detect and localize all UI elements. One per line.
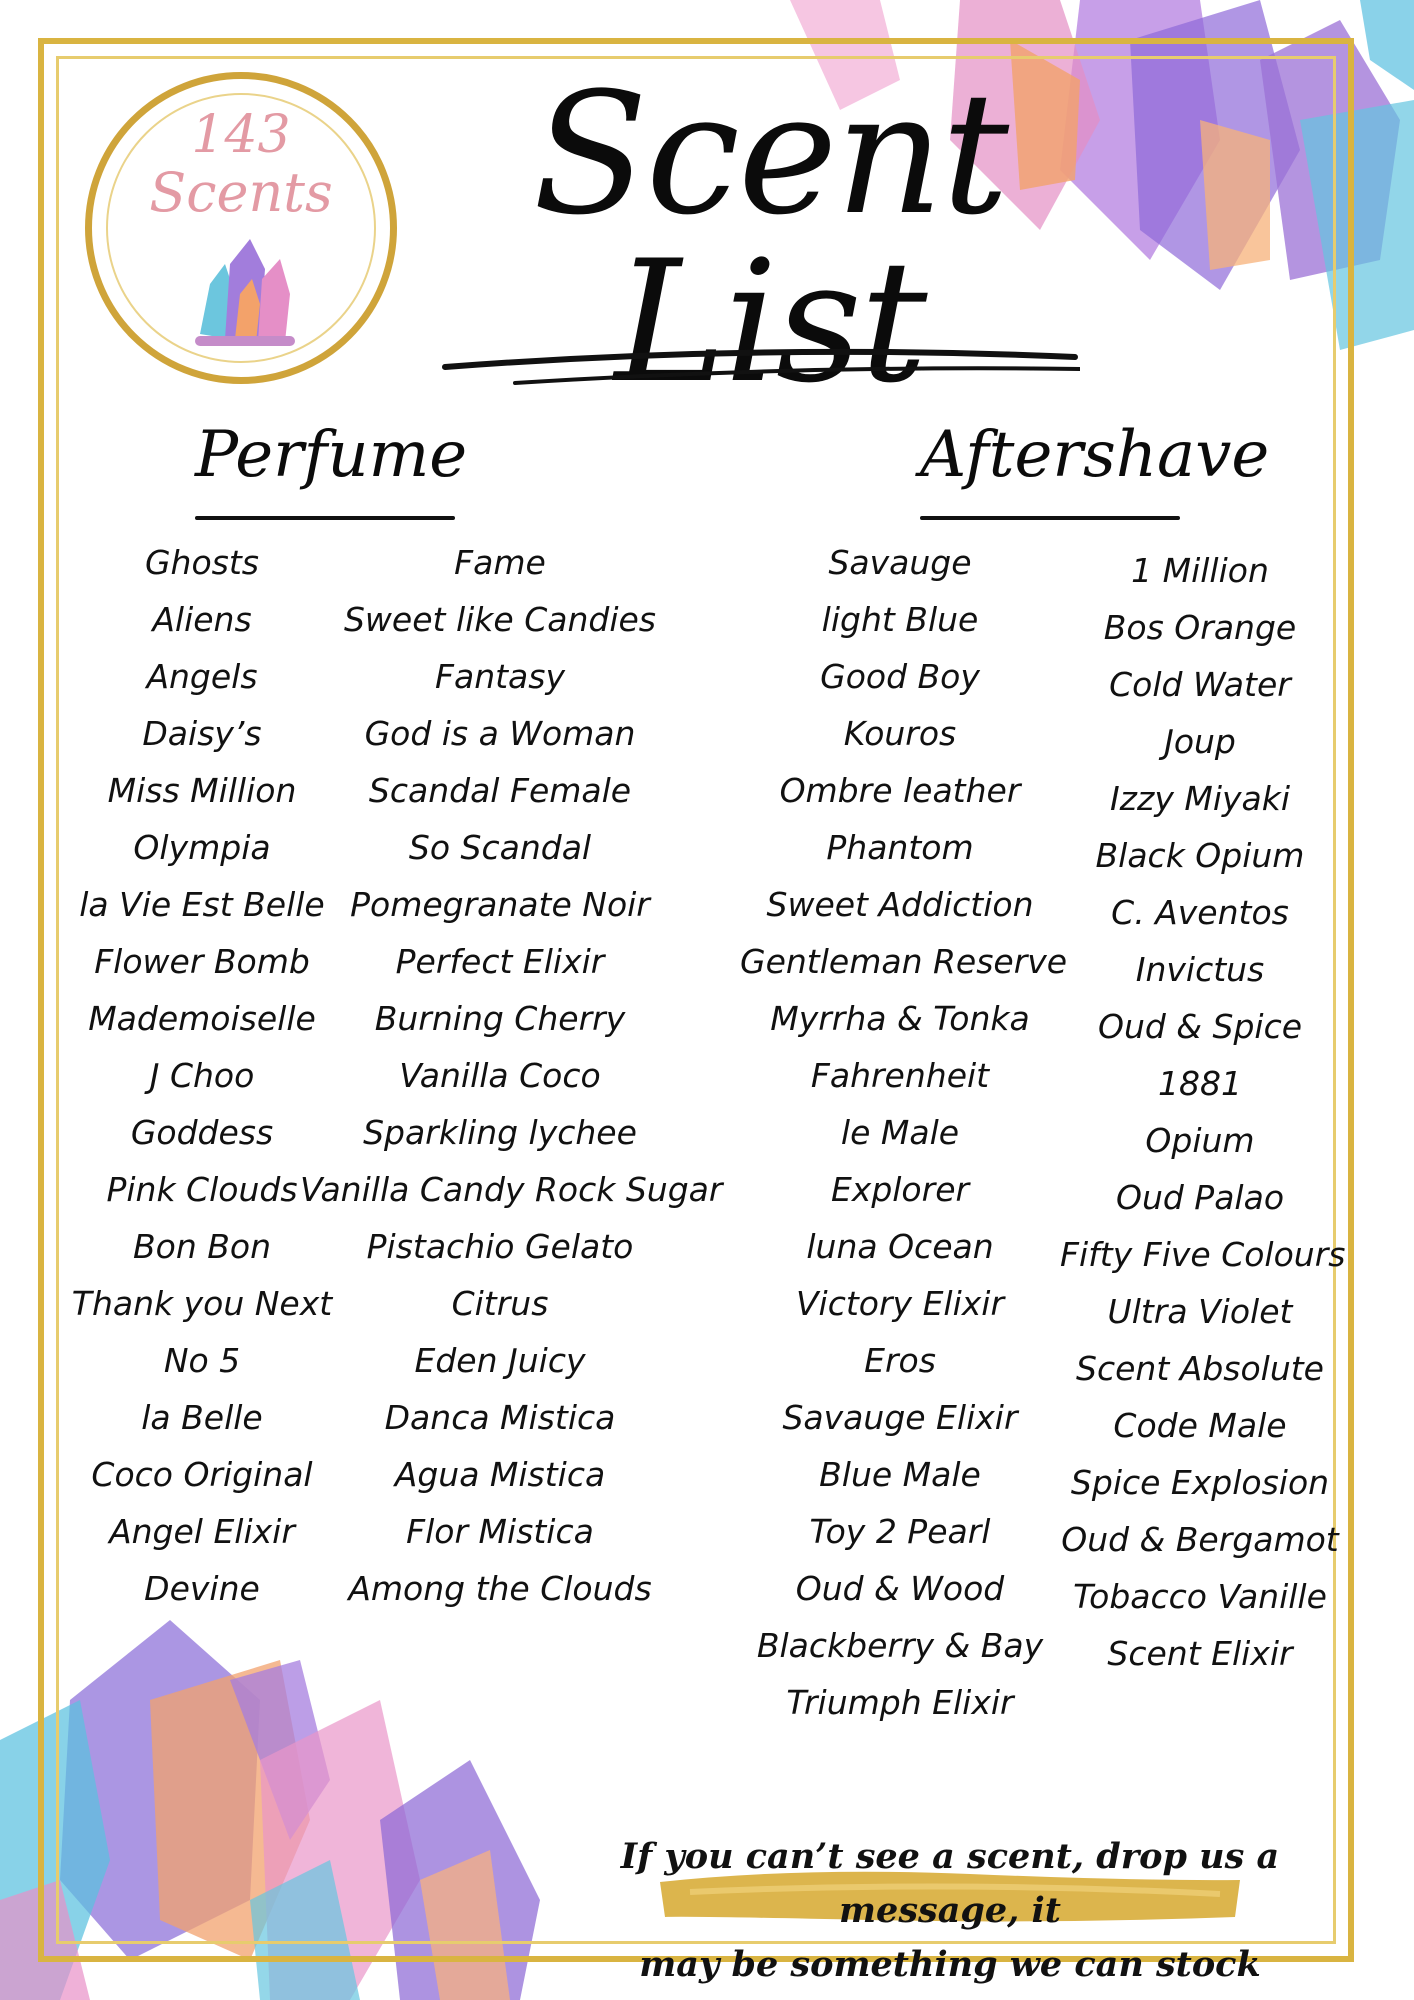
list-item: Thank you Next <box>71 1284 333 1323</box>
list-item: Aliens <box>152 600 252 639</box>
list-item: Savauge <box>828 543 972 582</box>
list-item: Invictus <box>1135 950 1265 989</box>
list-item: Goddess <box>130 1113 274 1152</box>
list-item: Olympia <box>133 828 271 867</box>
logo-crystal-icon <box>180 224 310 354</box>
perfume-list-column-1 <box>70 534 334 1617</box>
list-item: C. Aventos <box>1111 893 1289 932</box>
list-item: light Blue <box>821 600 979 639</box>
perfume-heading: Perfume <box>195 418 468 492</box>
list-item: Coco Original <box>91 1455 313 1494</box>
list-item: 1881 <box>1158 1064 1242 1103</box>
list-item: Scent Absolute <box>1076 1349 1324 1388</box>
list-item: Good Boy <box>820 657 980 696</box>
list-item: Kouros <box>843 714 957 753</box>
list-item: Phantom <box>826 828 974 867</box>
list-item: Angels <box>146 657 258 696</box>
list-item: No 5 <box>163 1341 241 1380</box>
list-item: Fahrenheit <box>810 1056 990 1095</box>
list-item: Pistachio Gelato <box>366 1227 634 1266</box>
list-item: Fifty Five Colours <box>1060 1235 1346 1274</box>
list-item: Victory Elixir <box>795 1284 1005 1323</box>
logo-number: 143 <box>191 105 291 165</box>
list-item: Spice Explosion <box>1070 1463 1330 1502</box>
list-item: Pomegranate Noir <box>350 885 650 924</box>
aftershave-heading: Aftershave <box>920 418 1270 492</box>
list-item: Savauge Elixir <box>782 1398 1018 1437</box>
list-item: Vanilla Candy Rock Sugar <box>300 1170 723 1209</box>
footer-note <box>545 1830 1355 1992</box>
perfume-heading-underline <box>195 516 455 520</box>
list-item: Eden Juicy <box>414 1341 586 1380</box>
list-item: Code Male <box>1113 1406 1287 1445</box>
list-item: Ombre leather <box>779 771 1021 810</box>
list-item: le Male <box>840 1113 960 1152</box>
list-item: God is a Woman <box>364 714 636 753</box>
list-item: Joup <box>1164 722 1236 761</box>
brand-logo <box>85 72 397 384</box>
list-item: Toy 2 Pearl <box>809 1512 991 1551</box>
list-item: Bon Bon <box>133 1227 271 1266</box>
list-item: Oud & Bergamot <box>1061 1520 1339 1559</box>
list-item: 1 Million <box>1131 551 1269 590</box>
list-item: la Belle <box>141 1398 263 1437</box>
list-item: Black Opium <box>1095 836 1305 875</box>
list-item: Oud Palao <box>1115 1178 1285 1217</box>
list-item: Bos Orange <box>1103 608 1297 647</box>
list-item: Ghosts <box>144 543 259 582</box>
footer-line-2: may be something we can stock <box>639 1944 1261 1985</box>
list-item: Sweet Addiction <box>766 885 1034 924</box>
list-item: Vanilla Coco <box>399 1056 601 1095</box>
list-item: Ultra Violet <box>1107 1292 1293 1331</box>
list-item: Myrrha & Tonka <box>770 999 1030 1038</box>
list-item: Scandal Female <box>368 771 632 810</box>
list-item: Pink Clouds <box>106 1170 298 1209</box>
list-item: Oud & Wood <box>795 1569 1005 1608</box>
list-item: J Choo <box>149 1056 255 1095</box>
footer-line-1: If you can’t see a scent, drop us a message, it <box>620 1836 1280 1931</box>
list-item: So Scandal <box>408 828 592 867</box>
list-item: Triumph Elixir <box>786 1683 1014 1722</box>
list-item: Fantasy <box>434 657 565 696</box>
list-item: Scent Elixir <box>1107 1634 1293 1673</box>
list-item: Among the Clouds <box>348 1569 652 1608</box>
list-item: Gentleman Reserve <box>740 942 1068 981</box>
list-item: Blackberry & Bay <box>756 1626 1044 1665</box>
list-item: Fame <box>454 543 546 582</box>
aftershave-heading-underline <box>920 516 1180 520</box>
title-underline <box>440 345 1080 395</box>
list-item: Oud & Spice <box>1097 1007 1303 1046</box>
list-item: Angel Elixir <box>109 1512 295 1551</box>
logo-word: Scents <box>149 161 333 224</box>
list-item: Flor Mistica <box>406 1512 594 1551</box>
list-item: Daisy’s <box>142 714 262 753</box>
list-item: Burning Cherry <box>374 999 626 1038</box>
perfume-list-column-2 <box>300 534 723 1617</box>
list-item: Devine <box>144 1569 260 1608</box>
list-item: Citrus <box>451 1284 549 1323</box>
page-title: Scent List <box>532 56 1008 420</box>
list-item: Tobacco Vanille <box>1073 1577 1327 1616</box>
list-item: luna Ocean <box>806 1227 994 1266</box>
list-item: Blue Male <box>819 1455 981 1494</box>
list-item: Sparkling lychee <box>363 1113 637 1152</box>
list-item: Agua Mistica <box>394 1455 606 1494</box>
list-item: Sweet like Candies <box>343 600 656 639</box>
list-item: Miss Million <box>107 771 297 810</box>
list-item: Explorer <box>830 1170 970 1209</box>
list-item: Opium <box>1145 1121 1255 1160</box>
list-item: Perfect Elixir <box>395 942 605 981</box>
list-item: Eros <box>864 1341 936 1380</box>
aftershave-list-column-2 <box>1060 542 1346 1682</box>
aftershave-list-column-1 <box>740 534 1068 1731</box>
list-item: Mademoiselle <box>88 999 316 1038</box>
list-item: Flower Bomb <box>94 942 310 981</box>
list-item: la Vie Est Belle <box>79 885 325 924</box>
list-item: Cold Water <box>1109 665 1291 704</box>
list-item: Danca Mistica <box>384 1398 616 1437</box>
list-item: Izzy Miyaki <box>1109 779 1291 818</box>
